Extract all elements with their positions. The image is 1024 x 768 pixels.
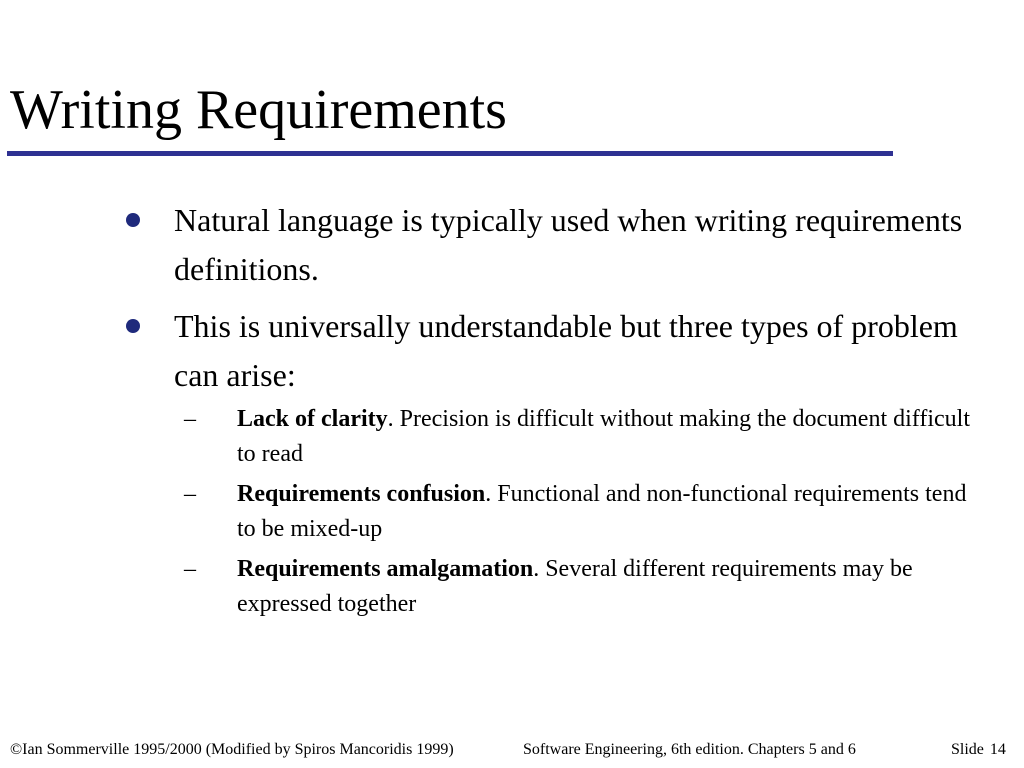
sub-bullet-term: Requirements amalgamation (237, 556, 534, 582)
bullet-dot-icon (126, 213, 140, 227)
bullet-text: Natural language is typically used when writing requirements definitions. (174, 202, 963, 287)
sub-bullet-item-3 (184, 552, 977, 622)
footer-slide-number (951, 740, 1006, 760)
slide-title: Writing Requirements (10, 79, 507, 141)
sub-bullet-desc: . Several different requirements may be expressed together (237, 556, 913, 617)
sub-bullet-item-1 (184, 402, 977, 472)
bullet-item-2 (174, 302, 974, 400)
sub-bullet-term: Requirements confusion (237, 481, 486, 507)
dash-marker: – (184, 406, 196, 432)
slide-label: Slide (951, 741, 984, 758)
slide-number: 14 (989, 741, 1006, 758)
sub-bullet-item-2 (184, 477, 977, 547)
sub-bullet-desc: . Precision is difficult without making the document difficult to read (237, 406, 971, 467)
footer-book-title: Software Engineering, 6th edition. Chapters 5 and 6 (523, 741, 856, 758)
sub-bullet-term: Lack of clarity (237, 406, 388, 432)
sub-bullet-desc: . Functional and non-functional requirements tend to be mixed-up (237, 481, 967, 542)
bullet-dot-icon (126, 319, 140, 333)
bullet-text: This is universally understandable but three types of problem can arise: (174, 308, 958, 393)
dash-marker: – (184, 556, 196, 582)
bullet-item-1 (174, 196, 974, 294)
dash-marker: – (184, 481, 196, 507)
title-underline (7, 151, 893, 156)
footer-copyright: ©Ian Sommerville 1995/2000 (Modified by Spiros Mancoridis 1999) (10, 741, 454, 758)
